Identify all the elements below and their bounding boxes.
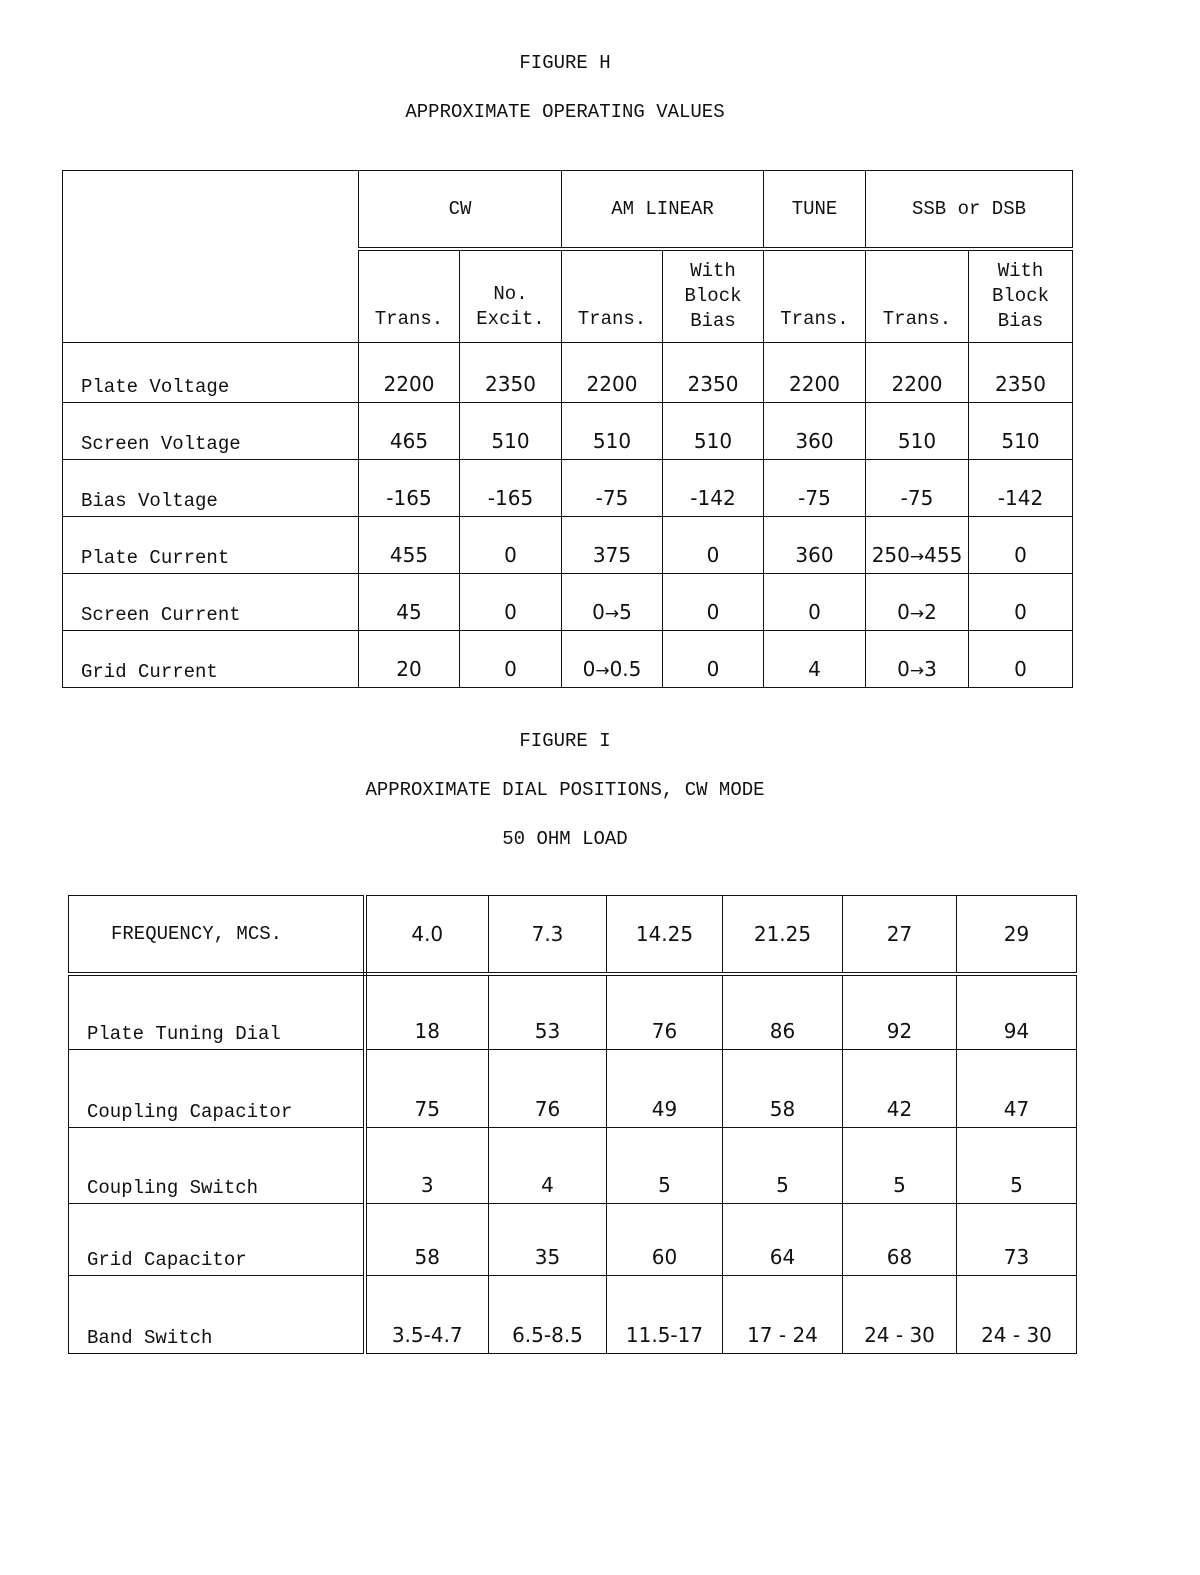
value-cell: 4 [764, 631, 866, 688]
value-cell: 4 [489, 1128, 607, 1204]
operating-values-table [62, 170, 1073, 688]
value-cell: 510 [460, 403, 562, 460]
value-cell: 250→455 [866, 517, 969, 574]
value-cell: 0→5 [562, 574, 663, 631]
row-plate-tuning-dial [69, 974, 1077, 1050]
value-cell: 2350 [969, 343, 1073, 403]
value-cell: 0 [764, 574, 866, 631]
row-band-switch [69, 1276, 1077, 1354]
value-cell: 0 [460, 574, 562, 631]
value-cell: 42 [843, 1050, 957, 1128]
group-header-row [63, 171, 1073, 249]
value-cell: 24 - 30 [843, 1276, 957, 1354]
value-cell: -75 [764, 460, 866, 517]
value-cell: 0 [969, 574, 1073, 631]
value-cell: 0 [969, 631, 1073, 688]
row-label: Plate Voltage [63, 343, 359, 403]
value-cell: 5 [843, 1128, 957, 1204]
value-cell: 68 [843, 1204, 957, 1276]
subheader-3: Trans. [562, 249, 663, 343]
value-cell: 58 [365, 1204, 489, 1276]
value-cell: 5 [607, 1128, 723, 1204]
subheader-2: No. Excit. [460, 249, 562, 343]
figure-i-subtitle: APPROXIMATE DIAL POSITIONS, CW MODE [365, 779, 765, 801]
value-cell: 11.5-17 [607, 1276, 723, 1354]
row-label: Coupling Switch [69, 1128, 365, 1204]
value-cell: 2200 [359, 343, 460, 403]
value-cell: -165 [359, 460, 460, 517]
value-cell: 0 [663, 631, 764, 688]
row-coupling-switch [69, 1128, 1077, 1204]
value-cell: 64 [723, 1204, 843, 1276]
value-cell: 53 [489, 974, 607, 1050]
row-coupling-capacitor [69, 1050, 1077, 1128]
value-cell: 510 [866, 403, 969, 460]
row-screen-voltage [63, 403, 1073, 460]
row-label: Screen Voltage [63, 403, 359, 460]
value-cell: 3 [365, 1128, 489, 1204]
group-header-tune: TUNE [764, 171, 866, 249]
value-cell: 76 [607, 974, 723, 1050]
frequency-header-4: 21.25 [723, 896, 843, 974]
frequency-header-5: 27 [843, 896, 957, 974]
value-cell: 2350 [460, 343, 562, 403]
value-cell: 6.5-8.5 [489, 1276, 607, 1354]
frequency-header-2: 7.3 [489, 896, 607, 974]
frequency-header-3: 14.25 [607, 896, 723, 974]
frequency-header-label: FREQUENCY, MCS. [69, 896, 365, 974]
subheader-5: Trans. [764, 249, 866, 343]
value-cell: 92 [843, 974, 957, 1050]
row-screen-current [63, 574, 1073, 631]
subheader-7: With Block Bias [969, 249, 1073, 343]
value-cell: 375 [562, 517, 663, 574]
row-label: Bias Voltage [63, 460, 359, 517]
figure-i-load: 50 OHM LOAD [502, 828, 628, 850]
frequency-header-6: 29 [957, 896, 1077, 974]
value-cell: 47 [957, 1050, 1077, 1128]
row-plate-current [63, 517, 1073, 574]
subheader-1: Trans. [359, 249, 460, 343]
value-cell: 465 [359, 403, 460, 460]
group-header-am-linear: AM LINEAR [562, 171, 764, 249]
value-cell: 73 [957, 1204, 1077, 1276]
value-cell: 2200 [562, 343, 663, 403]
value-cell: 60 [607, 1204, 723, 1276]
dial-positions-table [68, 895, 1077, 1354]
row-label: Grid Current [63, 631, 359, 688]
value-cell: 58 [723, 1050, 843, 1128]
value-cell: 0 [460, 631, 562, 688]
value-cell: 75 [365, 1050, 489, 1128]
value-cell: -75 [562, 460, 663, 517]
value-cell: 24 - 30 [957, 1276, 1077, 1354]
value-cell: 20 [359, 631, 460, 688]
value-cell: 76 [489, 1050, 607, 1128]
value-cell: 0→0.5 [562, 631, 663, 688]
row-label: Screen Current [63, 574, 359, 631]
value-cell: 0 [460, 517, 562, 574]
value-cell: 49 [607, 1050, 723, 1128]
value-cell: 5 [957, 1128, 1077, 1204]
value-cell: 510 [562, 403, 663, 460]
row-label: Plate Current [63, 517, 359, 574]
value-cell: 0→2 [866, 574, 969, 631]
value-cell: 0 [969, 517, 1073, 574]
value-cell: -142 [663, 460, 764, 517]
group-header-cw: CW [359, 171, 562, 249]
subheader-6: Trans. [866, 249, 969, 343]
value-cell: -142 [969, 460, 1073, 517]
row-label: Plate Tuning Dial [69, 974, 365, 1050]
figure-i-title: FIGURE I [519, 730, 611, 752]
row-label: Coupling Capacitor [69, 1050, 365, 1128]
corner-cell [63, 171, 359, 343]
value-cell: 45 [359, 574, 460, 631]
value-cell: 3.5-4.7 [365, 1276, 489, 1354]
value-cell: 360 [764, 517, 866, 574]
value-cell: 17 - 24 [723, 1276, 843, 1354]
value-cell: 510 [663, 403, 764, 460]
value-cell: 360 [764, 403, 866, 460]
value-cell: 2200 [866, 343, 969, 403]
value-cell: 455 [359, 517, 460, 574]
value-cell: -75 [866, 460, 969, 517]
value-cell: 0 [663, 574, 764, 631]
row-plate-voltage [63, 343, 1073, 403]
row-bias-voltage [63, 460, 1073, 517]
figure-h-title: FIGURE H [519, 52, 611, 74]
frequency-header-row [69, 896, 1077, 974]
value-cell: 0 [663, 517, 764, 574]
value-cell: 86 [723, 974, 843, 1050]
subheader-4: With Block Bias [663, 249, 764, 343]
group-header-ssb-dsb: SSB or DSB [866, 171, 1073, 249]
value-cell: 18 [365, 974, 489, 1050]
value-cell: 35 [489, 1204, 607, 1276]
value-cell: -165 [460, 460, 562, 517]
row-label: Band Switch [69, 1276, 365, 1354]
value-cell: 0→3 [866, 631, 969, 688]
row-grid-capacitor [69, 1204, 1077, 1276]
row-label: Grid Capacitor [69, 1204, 365, 1276]
value-cell: 2200 [764, 343, 866, 403]
row-grid-current [63, 631, 1073, 688]
value-cell: 5 [723, 1128, 843, 1204]
value-cell: 510 [969, 403, 1073, 460]
value-cell: 2350 [663, 343, 764, 403]
value-cell: 94 [957, 974, 1077, 1050]
frequency-header-1: 4.0 [365, 896, 489, 974]
figure-h-subtitle: APPROXIMATE OPERATING VALUES [405, 101, 725, 123]
